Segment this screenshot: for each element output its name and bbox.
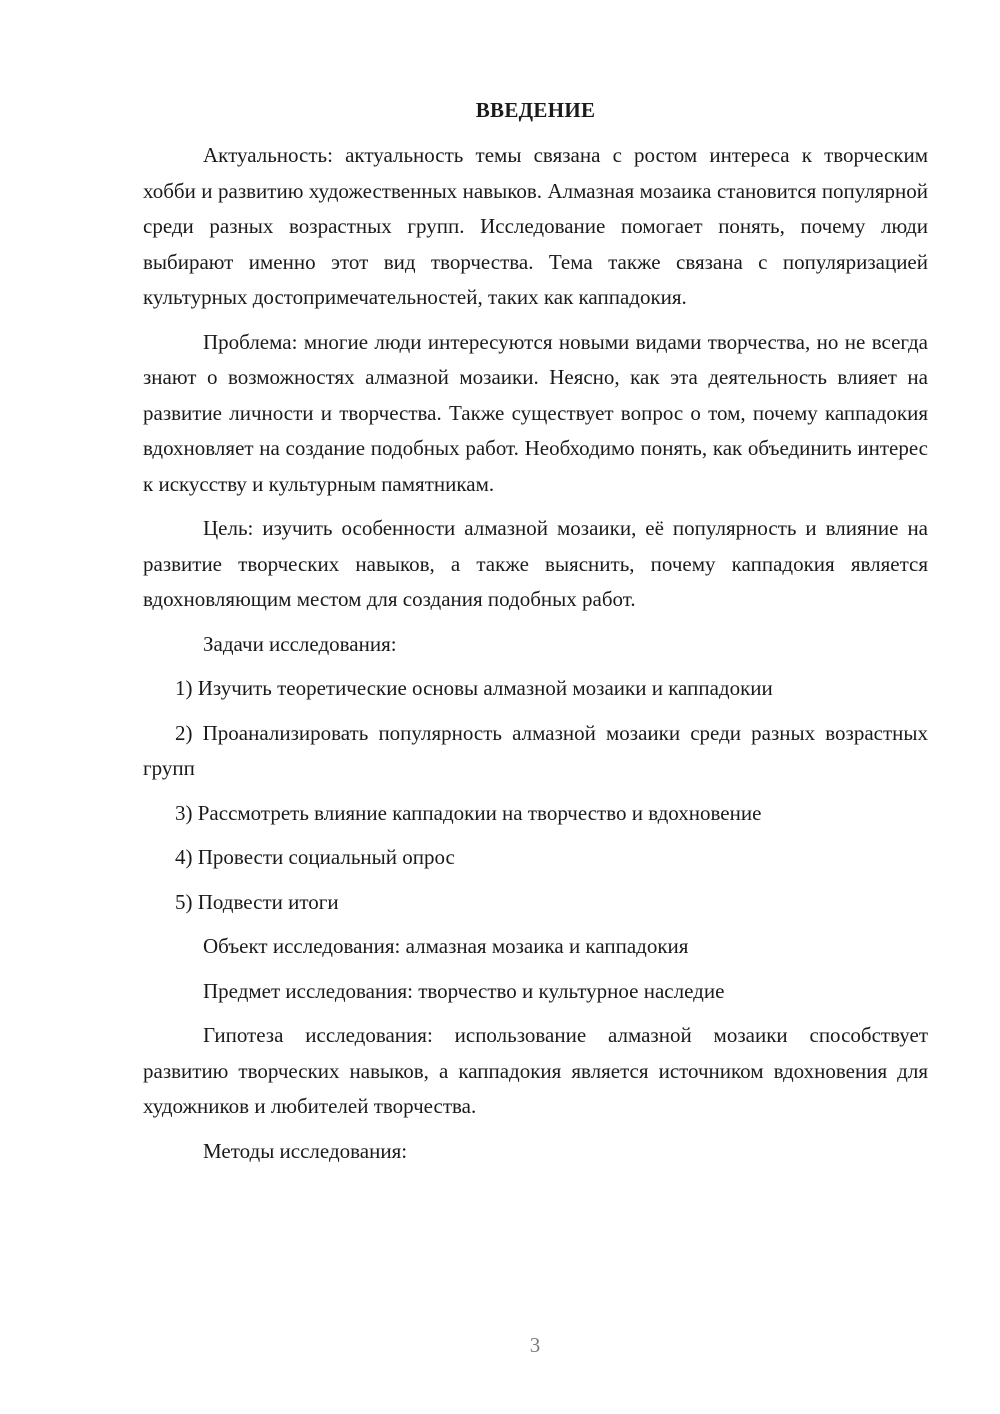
page-title: ВВЕДЕНИЕ xyxy=(475,98,596,122)
hypothesis-paragraph: Гипотеза исследования: использование алмазной мозаики способствует развитию творческих навыков, а каппадокия является источником вдохновения для художников и любителей творчества. xyxy=(143,1023,928,1118)
relevance-paragraph: Актуальность: актуальность темы связана с ростом интереса к творческим хобби и развитию художественных навыков. Алмазная мозаика становится популярной среди разных возрастных групп. Исследование помогает понять, почему люди выбирают именно этот вид творчества. Тема также связана с популяризацией культурных достопримечательностей, таких как каппадокия. xyxy=(143,143,928,309)
methods-heading: Методы исследования: xyxy=(203,1138,408,1163)
page-number: 3 xyxy=(529,1333,541,1357)
tasks-list xyxy=(143,671,928,920)
list-item: 4) Провести социальный опрос xyxy=(175,845,455,869)
tasks-heading: Задачи исследования: xyxy=(203,631,397,656)
problem-paragraph: Проблема: многие люди интересуются новыми видами творчества, но не всегда знают о возможностях алмазной мозаики. Неясно, как эта деятельность влияет на развитие личности и творчества. Также существует вопрос о том, почему каппадокия вдохновляет на создание подобных работ. Необходимо понять, как объединить интерес к искусству и культурным памятникам. xyxy=(143,329,928,496)
object-paragraph: Объект исследования: алмазная мозаика и каппадокия xyxy=(203,934,689,958)
list-item: 3) Рассмотреть влияние каппадокии на творчество и вдохновение xyxy=(175,800,762,825)
document-page xyxy=(143,95,928,1169)
list-item: 1) Изучить теоретические основы алмазной мозаики и каппадокии xyxy=(175,676,773,700)
goal-paragraph: Цель: изучить особенности алмазной мозаики, её популярность и влияние на развитие творческих навыков, а также выяснить, почему каппадокия является вдохновляющим местом для создания подобных работ. xyxy=(143,516,928,611)
list-item: 5) Подвести итоги xyxy=(175,889,339,914)
list-item: 2) Проанализировать популярность алмазной мозаики среди разных возрастных групп xyxy=(143,720,928,780)
subject-paragraph: Предмет исследования: творчество и культурное наследие xyxy=(203,978,725,1003)
